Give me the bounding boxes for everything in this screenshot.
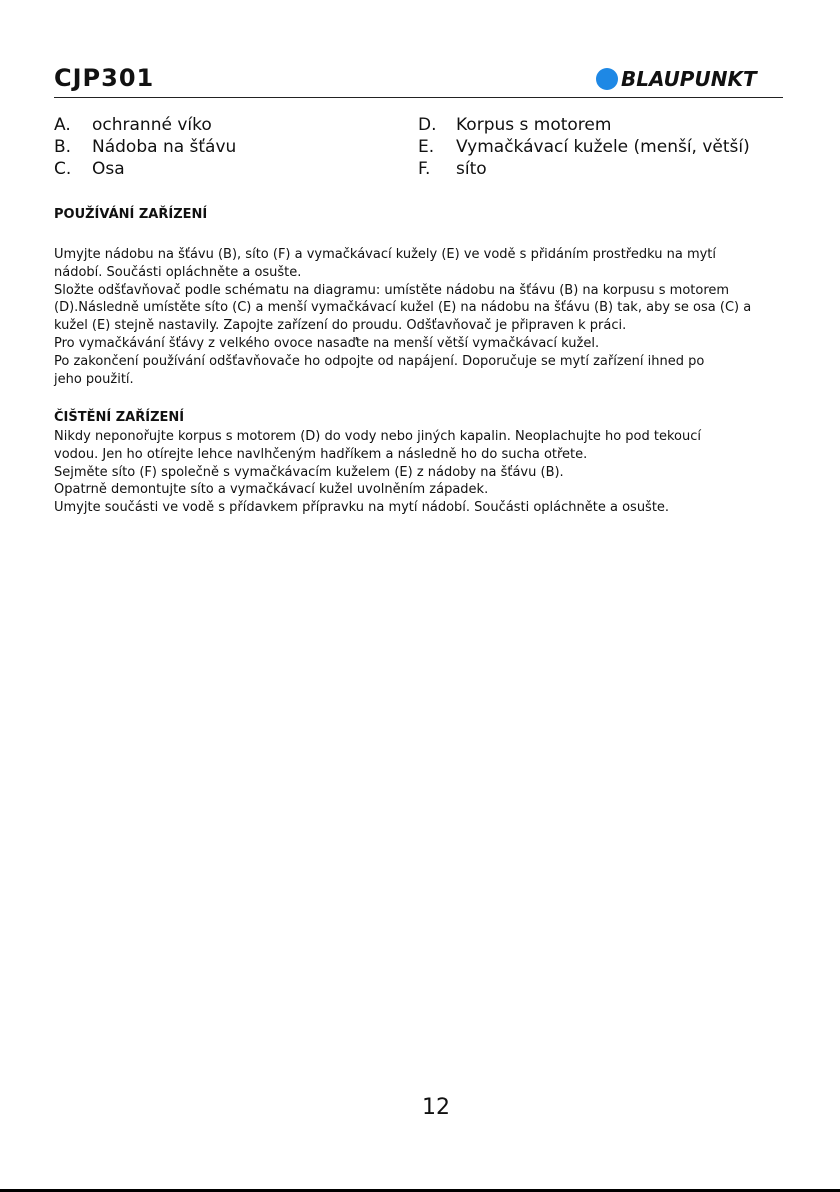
cleaning-title: ČIŠTĚNÍ ZAŘÍZENÍ <box>54 410 185 425</box>
part-item <box>418 114 750 136</box>
text-line: Umyjte součásti ve vodě s přídavkem přípravku na mytí nádobí. Součásti opláchněte a osušte. <box>54 500 670 516</box>
text-line: Opatrně demontujte síto a vymačkávací kužel uvolněním západek. <box>54 482 489 498</box>
part-item <box>418 136 750 158</box>
part-letter: F. <box>418 159 431 179</box>
parts-list-right <box>418 114 750 180</box>
text-line: Sejměte síto (F) společně s vymačkávacím kuželem (E) z nádoby na šťávu (B). <box>54 464 564 480</box>
text-line: (D).Následně umístěte síto (C) a menší vymačkávací kužel (E) na nádobu na šťávu (B) tak, aby se osa (C) a <box>54 300 752 316</box>
text-line: Pro vymačkávání šťávy z velkého ovoce nasaďte na menší větší vymačkávací kužel. <box>54 335 600 351</box>
text-line: Po zakončení používání odšťavňovače ho odpojte od napájení. Doporučuje se mytí zařízení ihned po <box>54 353 705 369</box>
part-item <box>54 114 236 136</box>
header-model: CJP301 <box>54 64 155 92</box>
part-item <box>418 158 750 180</box>
text-line: jeho použití. <box>54 371 134 387</box>
page-number: 12 <box>422 1095 450 1120</box>
text-line: vodou. Jen ho otírejte lehce navlhčeným hadříkem a následně ho do sucha otřete. <box>54 446 588 462</box>
part-name: Vymačkávací kužele (menší, větší) <box>456 137 750 157</box>
text-line: Umyjte nádobu na šťávu (B), síto (F) a vymačkávací kužely (E) ve vodě s přidáním prostředku na mytí <box>54 247 717 262</box>
parts-list-left <box>54 114 236 180</box>
part-letter: B. <box>54 137 72 157</box>
brand-logo <box>596 66 757 92</box>
usage-title: POUŽÍVÁNÍ ZAŘÍZENÍ <box>54 207 208 222</box>
part-letter: E. <box>418 137 435 157</box>
part-letter: A. <box>54 115 71 135</box>
part-name: Korpus s motorem <box>456 115 612 135</box>
brand-dot-icon <box>596 68 618 90</box>
text-line: Nikdy neponořujte korpus s motorem (D) do vody nebo jiných kapalin. Neoplachujte ho pod tekoucí <box>54 429 701 444</box>
part-name: síto <box>456 159 487 179</box>
brand-name: BLAUPUNKT <box>621 67 757 91</box>
text-line: kužel (E) stejně nastavily. Zapojte zařízení do proudu. Odšťavňovač je připraven k práci. <box>54 318 627 334</box>
header-divider <box>54 97 783 98</box>
text-line: Složte odšťavňovač podle schématu na diagramu: umístěte nádobu na šťávu (B) na korpusu s motorem <box>54 282 730 298</box>
part-name: ochranné víko <box>92 115 212 135</box>
part-letter: C. <box>54 159 72 179</box>
part-letter: D. <box>418 115 437 135</box>
part-item <box>54 158 236 180</box>
part-item <box>54 136 236 158</box>
part-name: Nádoba na šťávu <box>92 137 237 157</box>
text-line: nádobí. Součásti opláchněte a osušte. <box>54 264 302 280</box>
cleaning-text <box>54 428 789 517</box>
usage-text <box>54 246 789 388</box>
part-name: Osa <box>92 159 125 179</box>
